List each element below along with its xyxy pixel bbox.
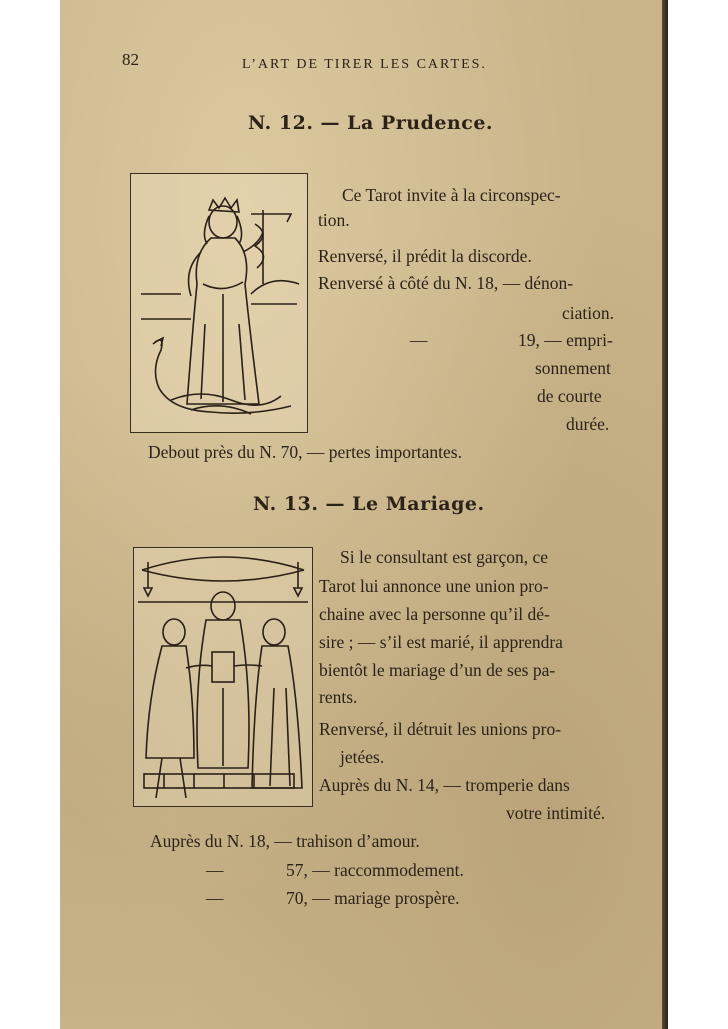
text-line: Auprès du N. 18, — trahison d’amour. [150, 831, 420, 851]
text-line: 19, — empri- [518, 330, 613, 350]
text-line: Debout près du N. 70, — pertes importantes. [148, 442, 462, 462]
ditto-mark: — [410, 330, 428, 350]
text-line: de courte [537, 386, 602, 406]
text-line: Renversé, il prédit la discorde. [318, 246, 532, 266]
text-line: sonnement [535, 358, 611, 378]
text-line: 57, — raccommodement. [286, 860, 464, 880]
mariage-woodcut-icon [133, 547, 313, 807]
prudence-figure-icon [131, 174, 307, 432]
ditto-mark: — [206, 860, 224, 880]
text-line: rents. [319, 687, 358, 707]
section-title-mariage: N. 13. — Le Mariage. [253, 493, 485, 515]
mariage-figures-icon [134, 548, 312, 806]
text-line: jetées. [340, 747, 385, 767]
prudence-woodcut-icon [130, 173, 308, 433]
ditto-mark: — [206, 888, 224, 908]
text-line: Si le consultant est garçon, ce [340, 547, 548, 567]
text-line: Tarot lui annonce une union pro- [319, 576, 549, 596]
text-line: Ce Tarot invite à la circonspec- [342, 185, 561, 205]
text-line: sire ; — s’il est marié, il apprendra [319, 632, 563, 652]
page-number: 82 [122, 50, 139, 69]
text-line: votre intimité. [506, 803, 606, 823]
text-line: 70, — mariage prospère. [286, 888, 460, 908]
book-spine [662, 0, 668, 1029]
text-line: bientôt le mariage d’un de ses pa- [319, 660, 556, 680]
text-line: chaine avec la personne qu’il dé- [319, 604, 550, 624]
text-line: ciation. [562, 303, 614, 323]
text-line: tion. [318, 210, 350, 230]
text-line: Renversé, il détruit les unions pro- [319, 719, 562, 739]
running-title: L’ART DE TIRER LES CARTES. [242, 57, 487, 72]
text-line: Auprès du N. 14, — tromperie dans [319, 775, 570, 795]
section-title-prudence: N. 12. — La Prudence. [248, 112, 494, 134]
text-line: durée. [566, 414, 610, 434]
text-line: Renversé à côté du N. 18, — dénon- [318, 273, 574, 293]
